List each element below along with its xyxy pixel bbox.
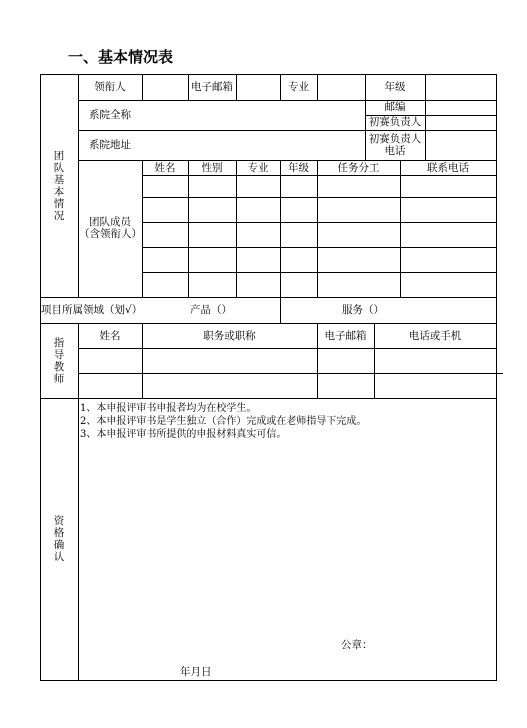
eligibility-note: 1、本申报评审书申报者均为在校学生。 — [80, 403, 257, 414]
project-field-label: 项目所属领域（划√） — [41, 304, 143, 316]
col-line — [188, 160, 189, 297]
table-border-bottom — [40, 680, 497, 681]
row-line — [142, 197, 497, 198]
date-label: 年月日 — [180, 666, 212, 678]
col-line — [317, 160, 318, 297]
member-col-name: 姓名 — [154, 162, 176, 174]
dept-full-label: 系院全称 — [89, 109, 131, 121]
col-line — [425, 74, 426, 160]
leader-label: 领衔人 — [94, 81, 126, 93]
member-col-major: 专业 — [247, 162, 269, 174]
advisor-side-label: 指导教师 — [53, 337, 65, 385]
row-line — [142, 272, 497, 273]
postcode-label: 邮编 — [384, 101, 406, 113]
advisor-col-title: 职务或职称 — [203, 330, 256, 342]
col-line — [236, 74, 237, 100]
col-line — [142, 74, 143, 100]
table-border-right — [496, 74, 497, 681]
team-info-side-label: 团队基本情况 — [53, 150, 65, 222]
row-line — [142, 222, 497, 223]
row-line — [40, 297, 497, 298]
row-line — [78, 100, 497, 101]
contact-phone-label: 初赛负责人电话 — [368, 133, 422, 157]
table-border-left — [40, 74, 41, 681]
member-col-task: 任务分工 — [337, 162, 380, 174]
col-line — [78, 74, 79, 297]
advisor-col-phone: 电话或手机 — [408, 330, 462, 342]
eligibility-note: 3、本申报评审书所提供的申报材料真实可信。 — [80, 429, 287, 440]
seal-label: 公章： — [341, 639, 373, 651]
advisor-col-email: 电子邮箱 — [324, 330, 367, 342]
row-line — [40, 398, 497, 399]
row-line — [40, 323, 497, 324]
col-line — [142, 160, 143, 297]
row-line — [142, 247, 497, 248]
row-line — [78, 130, 497, 131]
col-line — [236, 160, 237, 297]
member-col-gender: 性别 — [201, 162, 223, 174]
members-label: 团队成员（含领衔人） — [79, 216, 142, 240]
grade-label: 年级 — [384, 81, 406, 93]
eligibility-note: 2、本申报评审书是学生独立（合作）完成或在老师指导下完成。 — [80, 416, 367, 427]
eligibility-notes — [80, 402, 366, 441]
major-label: 专业 — [288, 81, 309, 93]
row-line — [78, 348, 497, 349]
col-line — [317, 74, 318, 100]
member-col-phone: 联系电话 — [427, 162, 469, 174]
row-line — [78, 160, 497, 161]
section-title: 一、基本情况表 — [68, 48, 174, 66]
row-line — [142, 175, 497, 176]
table-border-top — [40, 74, 497, 75]
contact-person-label: 初赛负责人 — [368, 116, 422, 128]
col-line — [78, 323, 79, 680]
email-label: 电子邮箱 — [191, 81, 233, 93]
eligibility-side-label: 资格确认 — [53, 515, 65, 563]
col-line — [400, 160, 401, 297]
product-option[interactable]: 产品（） — [190, 304, 232, 316]
col-line — [280, 160, 281, 323]
service-option[interactable]: 服务（） — [342, 304, 384, 316]
advisor-col-name: 姓名 — [99, 330, 121, 342]
address-label: 系院地址 — [89, 139, 131, 151]
member-col-grade: 年级 — [288, 162, 309, 174]
